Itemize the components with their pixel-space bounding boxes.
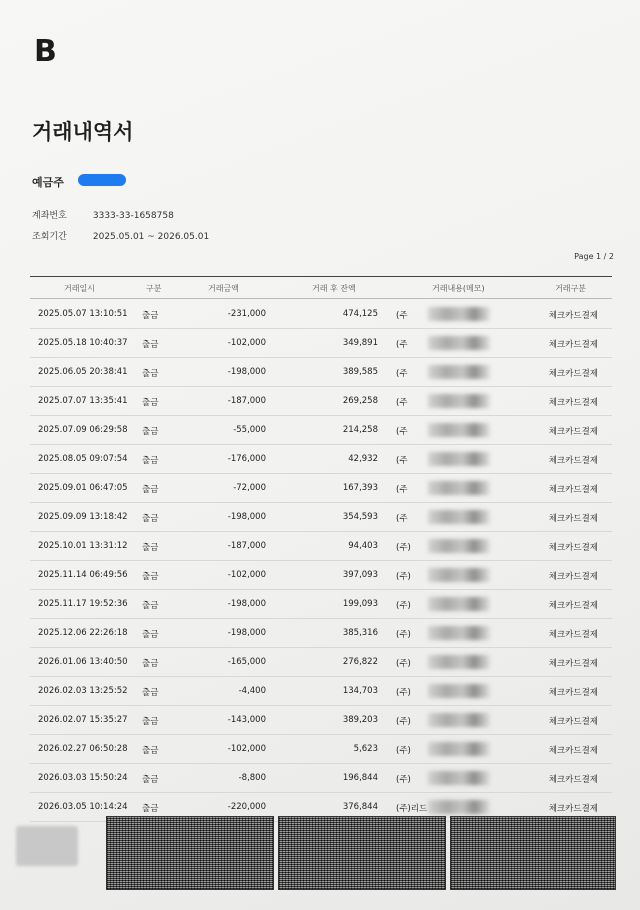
cell-type: 출금 [142, 340, 159, 350]
cell-balance: 349,891 [342, 338, 378, 348]
table-row [30, 416, 612, 445]
cell-memo: (주 [396, 340, 408, 350]
table-row [30, 503, 612, 532]
cell-category: 체크카드결제 [548, 746, 598, 756]
cell-amount: -55,000 [233, 425, 266, 435]
cell-date: 2025.05.07 13:10:51 [38, 309, 128, 319]
cell-date: 2025.09.09 13:18:42 [38, 512, 128, 522]
header-category: 거래구분 [555, 284, 586, 293]
cell-balance: 385,316 [342, 628, 378, 638]
cell-memo: (주) [396, 659, 411, 669]
table-row [30, 677, 612, 706]
cell-memo: (주) [396, 543, 411, 553]
cell-type: 출금 [142, 688, 159, 698]
cell-memo: (주) [396, 630, 411, 640]
cell-type: 출금 [142, 717, 159, 727]
cell-amount: -187,000 [227, 541, 266, 551]
memo-redaction [428, 423, 490, 437]
memo-redaction [428, 307, 490, 321]
cell-type: 출금 [142, 746, 159, 756]
cell-balance: 199,093 [342, 599, 378, 609]
cell-date: 2025.07.07 13:35:41 [38, 396, 128, 406]
redacted-block [450, 816, 616, 890]
cell-balance: 269,258 [342, 396, 378, 406]
memo-redaction [428, 568, 490, 582]
cell-category: 체크카드결제 [548, 514, 598, 524]
cell-date: 2026.03.03 15:50:24 [38, 773, 128, 783]
cell-category: 체크카드결제 [548, 369, 598, 379]
cell-balance: 196,844 [342, 773, 378, 783]
cell-amount: -198,000 [227, 512, 266, 522]
table-row [30, 590, 612, 619]
account-label: 계좌번호 [32, 211, 67, 221]
cell-type: 출금 [142, 514, 159, 524]
memo-redaction [428, 481, 490, 495]
cell-memo: (주 [396, 369, 408, 379]
table-row [30, 648, 612, 677]
table-header [30, 283, 612, 297]
cell-amount: -102,000 [227, 570, 266, 580]
table-row [30, 706, 612, 735]
cell-type: 출금 [142, 369, 159, 379]
cell-amount: -143,000 [227, 715, 266, 725]
memo-redaction [428, 394, 490, 408]
cell-balance: 354,593 [342, 512, 378, 522]
cell-balance: 134,703 [342, 686, 378, 696]
cell-date: 2025.10.01 13:31:12 [38, 541, 128, 551]
memo-redaction [428, 684, 490, 698]
cell-category: 체크카드결제 [548, 543, 598, 553]
memo-redaction [428, 597, 490, 611]
cell-date: 2025.05.18 10:40:37 [38, 338, 128, 348]
cell-balance: 397,093 [342, 570, 378, 580]
cell-type: 출금 [142, 804, 159, 814]
cell-date: 2026.02.27 06:50:28 [38, 744, 128, 754]
cell-category: 체크카드결제 [548, 717, 598, 727]
cell-memo: (주 [396, 485, 408, 495]
cell-category: 체크카드결제 [548, 572, 598, 582]
document-title: 거래내역서 [32, 120, 134, 144]
cell-balance: 94,403 [348, 541, 378, 551]
cell-memo: (주) [396, 717, 411, 727]
transaction-list [30, 300, 612, 822]
table-row [30, 387, 612, 416]
header-memo: 거래내용(메모) [432, 284, 485, 293]
table-row [30, 300, 612, 329]
table-row [30, 764, 612, 793]
cell-amount: -198,000 [227, 367, 266, 377]
cell-date: 2026.01.06 13:40:50 [38, 657, 128, 667]
header-date: 거래일시 [64, 284, 95, 293]
cell-balance: 389,585 [342, 367, 378, 377]
memo-redaction [428, 713, 490, 727]
seal-stamp [16, 826, 78, 866]
cell-balance: 167,393 [342, 483, 378, 493]
redacted-block [278, 816, 446, 890]
memo-redaction [428, 452, 490, 466]
account-row [32, 208, 174, 221]
cell-category: 체크카드결제 [548, 630, 598, 640]
cell-date: 2026.02.07 15:35:27 [38, 715, 128, 725]
cell-balance: 376,844 [342, 802, 378, 812]
memo-redaction [428, 626, 490, 640]
holder-name-redaction [78, 174, 126, 186]
cell-balance: 5,623 [353, 744, 378, 754]
bank-logo: B [34, 34, 56, 69]
cell-type: 출금 [142, 601, 159, 611]
redacted-block [106, 816, 274, 890]
cell-amount: -102,000 [227, 338, 266, 348]
cell-category: 체크카드결제 [548, 485, 598, 495]
cell-category: 체크카드결제 [548, 427, 598, 437]
period-value: 2025.05.01 ~ 2026.05.01 [92, 232, 210, 242]
cell-type: 출금 [142, 572, 159, 582]
cell-date: 2025.06.05 20:38:41 [38, 367, 128, 377]
cell-balance: 214,258 [342, 425, 378, 435]
cell-date: 2025.11.17 19:52:36 [38, 599, 128, 609]
table-row [30, 358, 612, 387]
table-top-rule [30, 276, 612, 277]
cell-date: 2025.09.01 06:47:05 [38, 483, 128, 493]
table-row [30, 619, 612, 648]
cell-category: 체크카드결제 [548, 688, 598, 698]
cell-balance: 389,203 [342, 715, 378, 725]
cell-category: 체크카드결제 [548, 804, 598, 814]
memo-redaction [428, 365, 490, 379]
header-amount: 거래금액 [208, 284, 239, 293]
cell-type: 출금 [142, 427, 159, 437]
header-type: 구분 [146, 284, 162, 293]
cell-type: 출금 [142, 659, 159, 669]
cell-type: 출금 [142, 775, 159, 785]
cell-category: 체크카드결제 [548, 398, 598, 408]
cell-memo: (주 [396, 311, 408, 321]
cell-category: 체크카드결제 [548, 659, 598, 669]
cell-amount: -102,000 [227, 744, 266, 754]
cell-memo: (주) [396, 601, 411, 611]
cell-amount: -165,000 [227, 657, 266, 667]
cell-amount: -231,000 [227, 309, 266, 319]
table-row [30, 474, 612, 503]
cell-type: 출금 [142, 456, 159, 466]
cell-memo: (주 [396, 398, 408, 408]
memo-redaction [428, 655, 490, 669]
cell-memo: (주) [396, 572, 411, 582]
cell-type: 출금 [142, 543, 159, 553]
table-row [30, 532, 612, 561]
memo-redaction [428, 771, 490, 785]
cell-category: 체크카드결제 [548, 311, 598, 321]
account-number: 3333-33-1658758 [92, 211, 174, 221]
cell-date: 2025.11.14 06:49:56 [38, 570, 128, 580]
cell-category: 체크카드결제 [548, 601, 598, 611]
cell-amount: -198,000 [227, 599, 266, 609]
memo-redaction [428, 800, 490, 814]
cell-memo: (주) [396, 775, 411, 785]
table-row [30, 445, 612, 474]
cell-type: 출금 [142, 485, 159, 495]
cell-category: 체크카드결제 [548, 340, 598, 350]
cell-memo: (주 [396, 514, 408, 524]
cell-amount: -176,000 [227, 454, 266, 464]
table-header-rule [30, 298, 612, 299]
cell-category: 체크카드결제 [548, 775, 598, 785]
cell-date: 2025.07.09 06:29:58 [38, 425, 128, 435]
cell-memo: (주) [396, 746, 411, 756]
cell-type: 출금 [142, 630, 159, 640]
cell-amount: -72,000 [233, 483, 266, 493]
header-balance: 거래 후 잔액 [312, 284, 356, 293]
cell-category: 체크카드결제 [548, 456, 598, 466]
memo-redaction [428, 742, 490, 756]
period-row [32, 229, 209, 242]
period-label: 조회기간 [32, 232, 67, 242]
memo-redaction [428, 539, 490, 553]
cell-type: 출금 [142, 311, 159, 321]
cell-date: 2026.03.05 10:14:24 [38, 802, 128, 812]
memo-redaction [428, 510, 490, 524]
table-row [30, 561, 612, 590]
cell-amount: -198,000 [227, 628, 266, 638]
cell-amount: -4,400 [238, 686, 266, 696]
cell-date: 2026.02.03 13:25:52 [38, 686, 128, 696]
cell-date: 2025.12.06 22:26:18 [38, 628, 128, 638]
cell-amount: -187,000 [227, 396, 266, 406]
cell-balance: 42,932 [348, 454, 378, 464]
cell-memo: (주 [396, 456, 408, 466]
cell-date: 2025.08.05 09:07:54 [38, 454, 128, 464]
cell-balance: 276,822 [342, 657, 378, 667]
cell-memo: (주 [396, 427, 408, 437]
cell-memo: (주)리드 [396, 804, 428, 814]
cell-amount: -8,800 [238, 773, 266, 783]
table-row [30, 329, 612, 358]
cell-amount: -220,000 [227, 802, 266, 812]
holder-label: 예금주 [32, 176, 64, 189]
memo-redaction [428, 336, 490, 350]
cell-balance: 474,125 [342, 309, 378, 319]
table-row [30, 735, 612, 764]
cell-memo: (주) [396, 688, 411, 698]
cell-type: 출금 [142, 398, 159, 408]
page-indicator: Page 1 / 2 [574, 252, 614, 261]
